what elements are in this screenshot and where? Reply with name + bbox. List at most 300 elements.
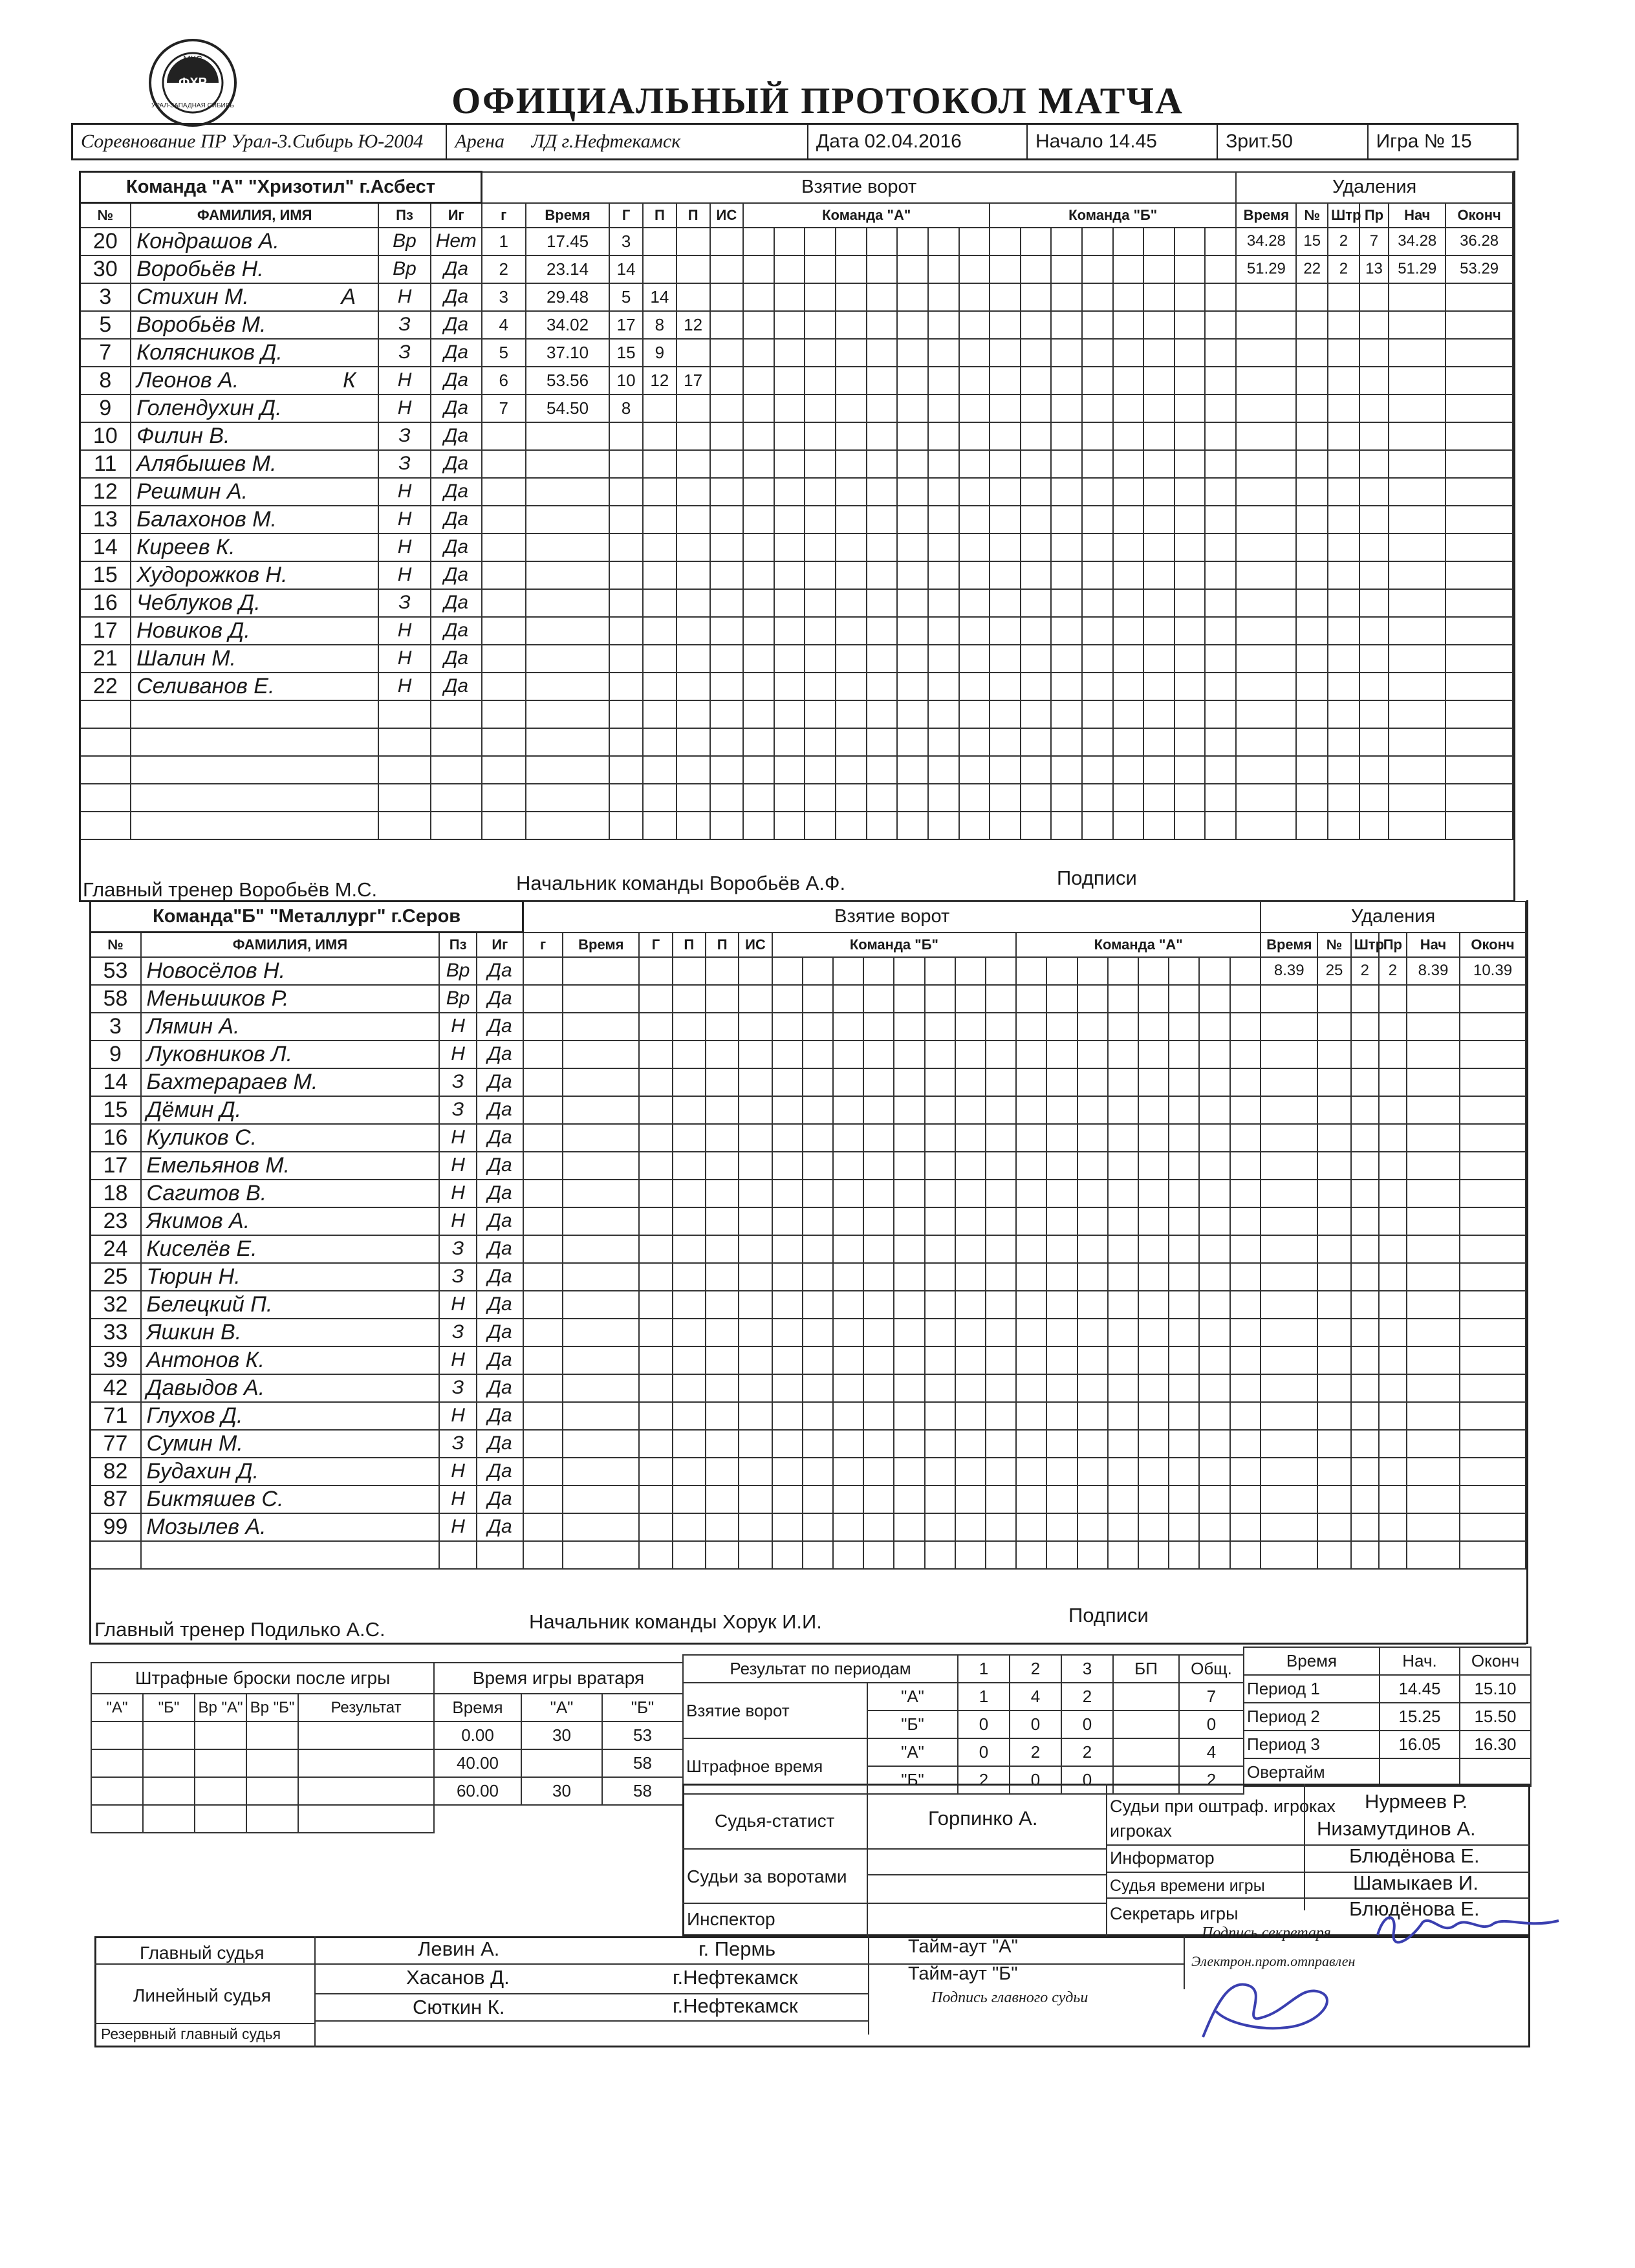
grid-cell [1021,645,1052,673]
empty-cell [523,1180,563,1207]
grid-cell [894,1346,924,1374]
empty-cell [706,1263,739,1291]
grid-cell [1082,339,1113,367]
empty-cell [131,728,378,756]
grid-cell [955,1068,986,1096]
grid-cell [1230,1096,1261,1124]
player-position: З [439,1096,476,1124]
grid-cell [772,1235,803,1263]
empty-cell [526,700,609,728]
player-row [91,1013,1526,1041]
grid-cell [955,1096,986,1124]
player-name [141,1513,440,1541]
grid-cell [833,1013,863,1041]
empty-cell [1261,1068,1317,1096]
grid-cell [743,673,774,700]
empty-cell [739,985,772,1013]
empty-cell [563,1041,639,1068]
empty-cell [378,812,431,839]
grid-cell [833,1430,863,1458]
player-number: 3 [80,283,131,311]
grid-cell [743,645,774,673]
penalty-box-label: Судьи при оштраф. игроках [1110,1797,1336,1816]
empty-cell [1236,728,1296,756]
player-name-text: Лямин А. [146,1013,240,1039]
goal-index: 2 [482,255,526,283]
player-name-text: Сумин М. [146,1431,243,1456]
referee-name: Левин А. [418,1938,500,1960]
empty-cell [739,1096,772,1124]
player-role: К [343,367,356,393]
player-position: З [378,311,431,339]
grid-cell [805,812,836,839]
grid-cell [986,1207,1016,1235]
grid-cell [1138,1319,1169,1346]
grid-cell [986,1513,1016,1541]
empty-cell [1389,283,1446,311]
period-value: 4 [1179,1738,1244,1766]
player-row [80,534,1513,561]
empty-cell [706,1235,739,1263]
player-number: 71 [91,1402,141,1430]
empty-cell [1460,1068,1526,1096]
grid-cell [1077,1263,1108,1291]
player-played: Да [477,1180,523,1207]
grid-cell [805,506,836,534]
player-played: Да [477,1513,523,1541]
grid-cell [955,1291,986,1319]
grid-cell [805,255,836,283]
shootout-col: Вр "Б" [246,1694,298,1722]
empty-cell [523,1013,563,1041]
empty-cell [739,1041,772,1068]
grid-cell [990,673,1021,700]
grid-cell [743,367,774,394]
grid-cell [863,1346,894,1374]
grid-cell [955,1207,986,1235]
empty-cell [643,728,677,756]
player-played: Да [431,311,482,339]
grid-cell [1051,506,1082,534]
grid-cell [1082,450,1113,478]
player-number: 18 [91,1180,141,1207]
grid-cell [990,506,1021,534]
grid-cell [803,1207,833,1235]
grid-cell [1077,1180,1108,1207]
referee-sign-label: Подпись главного судьи [931,1989,1088,2006]
empty-cell [1351,1180,1379,1207]
empty-cell [677,478,710,506]
grid-cell [1143,228,1175,255]
team-b-table [89,900,1526,1570]
grid-cell [1051,812,1082,839]
player-name [131,478,378,506]
player-played: Да [431,367,482,394]
player-position: З [378,450,431,478]
grid-cell [836,450,867,478]
grid-cell [836,561,867,589]
empty-cell [1389,367,1446,394]
grid-cell [928,589,959,617]
player-number: 9 [80,394,131,422]
grid-cell [772,1319,803,1346]
period-value: 0 [958,1738,1010,1766]
empty-cell [563,1430,639,1458]
grid-cell [772,1430,803,1458]
shootout-col: "Б" [143,1694,195,1722]
grid-cell [894,1513,924,1541]
empty-cell [1351,1263,1379,1291]
empty-cell [673,1291,706,1319]
empty-cell [1317,1374,1350,1402]
goalie-time-cell: 30 [521,1722,602,1749]
player-row [80,700,1513,728]
empty-cell [523,1263,563,1291]
grid-cell [1046,1485,1077,1513]
grid-cell [928,311,959,339]
grid-cell [925,1374,955,1402]
empty-cell [1407,1207,1460,1235]
player-number: 17 [91,1152,141,1180]
player-name-text: Антонов К. [146,1347,265,1372]
player-name-text: Будахин Д. [146,1458,259,1484]
empty-cell [706,1068,739,1096]
player-name [141,1013,440,1041]
grid-cell [805,339,836,367]
empty-cell [80,784,131,812]
grid-cell [1138,1374,1169,1402]
grid-cell [1199,1180,1229,1207]
empty-cell [739,1263,772,1291]
inspector-label: Инспектор [687,1909,775,1929]
grid-cell [1082,394,1113,422]
grid-cell [894,1402,924,1430]
empty-cell [1317,1041,1350,1068]
grid-cell [1143,617,1175,645]
player-played: Да [477,1291,523,1319]
empty-cell [1351,1541,1379,1569]
empty-cell [643,561,677,589]
grid-cell [743,394,774,422]
player-row [91,1041,1526,1068]
grid-cell [1199,1402,1229,1430]
grid-cell [1046,1346,1077,1374]
empty-cell [1359,311,1389,339]
player-row [91,1513,1526,1541]
grid-cell [1230,1068,1261,1096]
grid-cell [928,784,959,812]
player-position: Н [378,561,431,589]
player-name [141,1485,440,1513]
empty-cell [1236,700,1296,728]
empty-cell [1328,589,1359,617]
grid-cell [1051,339,1082,367]
empty-cell [526,617,609,645]
periods-title: Результат по периодам [683,1655,958,1683]
empty-cell [1379,1263,1407,1291]
grid-cell [986,1485,1016,1513]
empty-cell [706,1013,739,1041]
grid-cell [1113,450,1144,478]
grid-cell [803,1041,833,1068]
grid-cell [1169,1124,1199,1152]
grid-cell [836,422,867,450]
grid-cell [897,673,928,700]
empty-cell [526,645,609,673]
period-row [683,1683,1244,1711]
player-played: Да [477,1263,523,1291]
grid-cell [1143,339,1175,367]
grid-cell [1016,1152,1046,1180]
empty-cell [1407,1152,1460,1180]
period-team: "Б" [867,1711,958,1738]
penalty-time: 34.28 [1236,228,1296,255]
empty-cell [673,1096,706,1124]
grid-cell [990,756,1021,784]
grid-cell [959,450,990,478]
empty-cell [1317,1068,1350,1096]
empty-cell [1317,1402,1350,1430]
grid-cell [894,1096,924,1124]
player-position: Н [439,1124,476,1152]
player-position: З [439,1430,476,1458]
grid-cell [772,1180,803,1207]
player-position: Н [439,1402,476,1430]
grid-cell [1138,1068,1169,1096]
grid-cell [805,450,836,478]
period-value: 0 [1010,1711,1061,1738]
player-name [131,561,378,589]
empty-cell [643,422,677,450]
empty-cell [526,561,609,589]
empty-cell [643,534,677,561]
grid-cell [1046,1458,1077,1485]
empty-cell [1446,422,1513,450]
empty-cell [563,1485,639,1513]
empty-cell [1351,1124,1379,1152]
grid-cell [928,728,959,756]
grid-cell [772,1068,803,1096]
empty-cell [1351,1458,1379,1485]
empty-cell [131,784,378,812]
secretary-name: Блюдёнова Е. [1349,1897,1480,1920]
goal-index: 7 [482,394,526,422]
grid-cell [1046,1096,1077,1124]
grid-cell [774,311,805,339]
grid-cell [1169,1207,1199,1235]
timekeeper-name: Шамыкаев И. [1353,1872,1478,1894]
empty-cell [639,1263,672,1291]
grid-cell [955,957,986,985]
grid-cell [1138,985,1169,1013]
player-position: Н [378,478,431,506]
player-number: 99 [91,1513,141,1541]
grid-cell [833,1319,863,1346]
empty-cell [1389,784,1446,812]
team-a-coach: Главный тренер Воробьёв М.С. [83,878,378,901]
grid-cell [1138,1041,1169,1068]
empty-cell [710,728,744,756]
player-name-text: Чеблуков Д. [136,590,261,615]
grid-cell [990,394,1021,422]
grid-cell [897,728,928,756]
grid-cell [1051,422,1082,450]
empty-cell [1446,283,1513,311]
empty-cell [710,645,744,673]
empty-cell [1261,1124,1317,1152]
grid-cell [1046,1541,1077,1569]
empty-cell [1261,1152,1317,1180]
grid-cell [867,450,898,478]
grid-cell [897,367,928,394]
grid-cell [1205,645,1236,673]
grid-cell [1108,1430,1138,1458]
grid-cell [1021,700,1052,728]
player-name [131,311,378,339]
empty-cell [739,1235,772,1263]
empty-cell [1296,756,1328,784]
player-played: Да [431,673,482,700]
empty-cell [1389,561,1446,589]
grid-cell [1205,422,1236,450]
grid-cell [863,985,894,1013]
player-name [131,645,378,673]
grid-cell [955,1124,986,1152]
player-played: Да [477,985,523,1013]
player-position: Н [439,1485,476,1513]
grid-cell [1077,985,1108,1013]
player-name-text: Куликов С. [146,1125,257,1150]
empty-cell [609,422,643,450]
empty-cell [482,478,526,506]
grid-cell [743,478,774,506]
grid-cell [1175,589,1206,617]
empty-cell [1359,394,1389,422]
grid-cell [897,255,928,283]
grid-cell [990,255,1021,283]
grid-cell [833,1346,863,1374]
grid-cell [925,1013,955,1041]
grid-cell [1021,228,1052,255]
empty-cell [1446,728,1513,756]
empty-cell [1261,1402,1317,1430]
col-pos: Пз [378,203,431,228]
empty-cell [1359,339,1389,367]
grid-cell [1143,756,1175,784]
player-row [80,812,1513,839]
grid-cell [928,478,959,506]
empty-cell [1359,728,1389,756]
empty-cell [677,645,710,673]
timing-row [1244,1731,1531,1758]
grid-cell [1021,283,1052,311]
empty-cell [1446,534,1513,561]
empty-cell [1296,311,1328,339]
grid-cell [833,1402,863,1430]
empty-cell [1317,1013,1350,1041]
grid-cell [1016,1041,1046,1068]
empty-cell [1389,478,1446,506]
grid-cell [803,1291,833,1319]
player-played: Да [431,394,482,422]
reserve-referee-label: Резервный главный судья [101,2025,281,2042]
player-played: Да [431,589,482,617]
grid-cell [1143,367,1175,394]
grid-cell [803,1319,833,1346]
empty-cell [141,1541,440,1569]
grid-cell [805,422,836,450]
grid-cell [863,1235,894,1263]
grid-cell [1143,478,1175,506]
player-played: Да [431,617,482,645]
date: Дата 02.04.2016 [808,125,1028,158]
player-name [131,394,378,422]
empty-cell [1351,1235,1379,1263]
pen-col-time: Время [1261,933,1317,957]
grid-cell [743,700,774,728]
goal-assist-1 [643,228,677,255]
grid-cell [1082,422,1113,450]
grid-cell [1175,283,1206,311]
grid-cell [1082,589,1113,617]
grid-cell [928,255,959,283]
player-number: 10 [80,422,131,450]
grid-cell [867,700,898,728]
grid-cell [1051,673,1082,700]
grid-cell [833,1485,863,1513]
grid-cell [897,506,928,534]
empty-cell [673,1374,706,1402]
timeout-b-label: Тайм-аут "Б" [908,1963,1018,1984]
goal-scorer: 3 [609,228,643,255]
player-row [80,561,1513,589]
empty-cell [673,1430,706,1458]
grid-cell [1051,478,1082,506]
grid-cell [772,985,803,1013]
player-name [141,1430,440,1458]
grid-cell [774,561,805,589]
empty-cell [80,756,131,784]
player-row [80,367,1513,394]
grid-cell [959,812,990,839]
period-col: 3 [1061,1655,1113,1683]
grid-cell [772,1458,803,1485]
grid-cell [894,1068,924,1096]
player-number: 14 [80,534,131,561]
grid-cell [897,645,928,673]
empty-cell [673,1541,706,1569]
grid-cell [1175,534,1206,561]
grid-cell [990,450,1021,478]
player-name-text: Яшкин В. [146,1319,242,1345]
empty-cell [1460,1013,1526,1041]
grid-cell [1175,645,1206,673]
player-name-text: Кондрашов А. [136,228,279,254]
player-row [91,1068,1526,1096]
grid-cell [1077,1152,1108,1180]
empty-cell [1379,1402,1407,1430]
empty-cell [609,561,643,589]
empty-cell [1446,394,1513,422]
goal-assist-1: 8 [643,311,677,339]
empty-cell [563,1319,639,1346]
period-value: 2 [1179,1766,1244,1794]
grid-cell [1021,589,1052,617]
grid-cell [897,561,928,589]
empty-cell [1328,506,1359,534]
empty-cell [639,1068,672,1096]
grid-cell [1016,1291,1046,1319]
